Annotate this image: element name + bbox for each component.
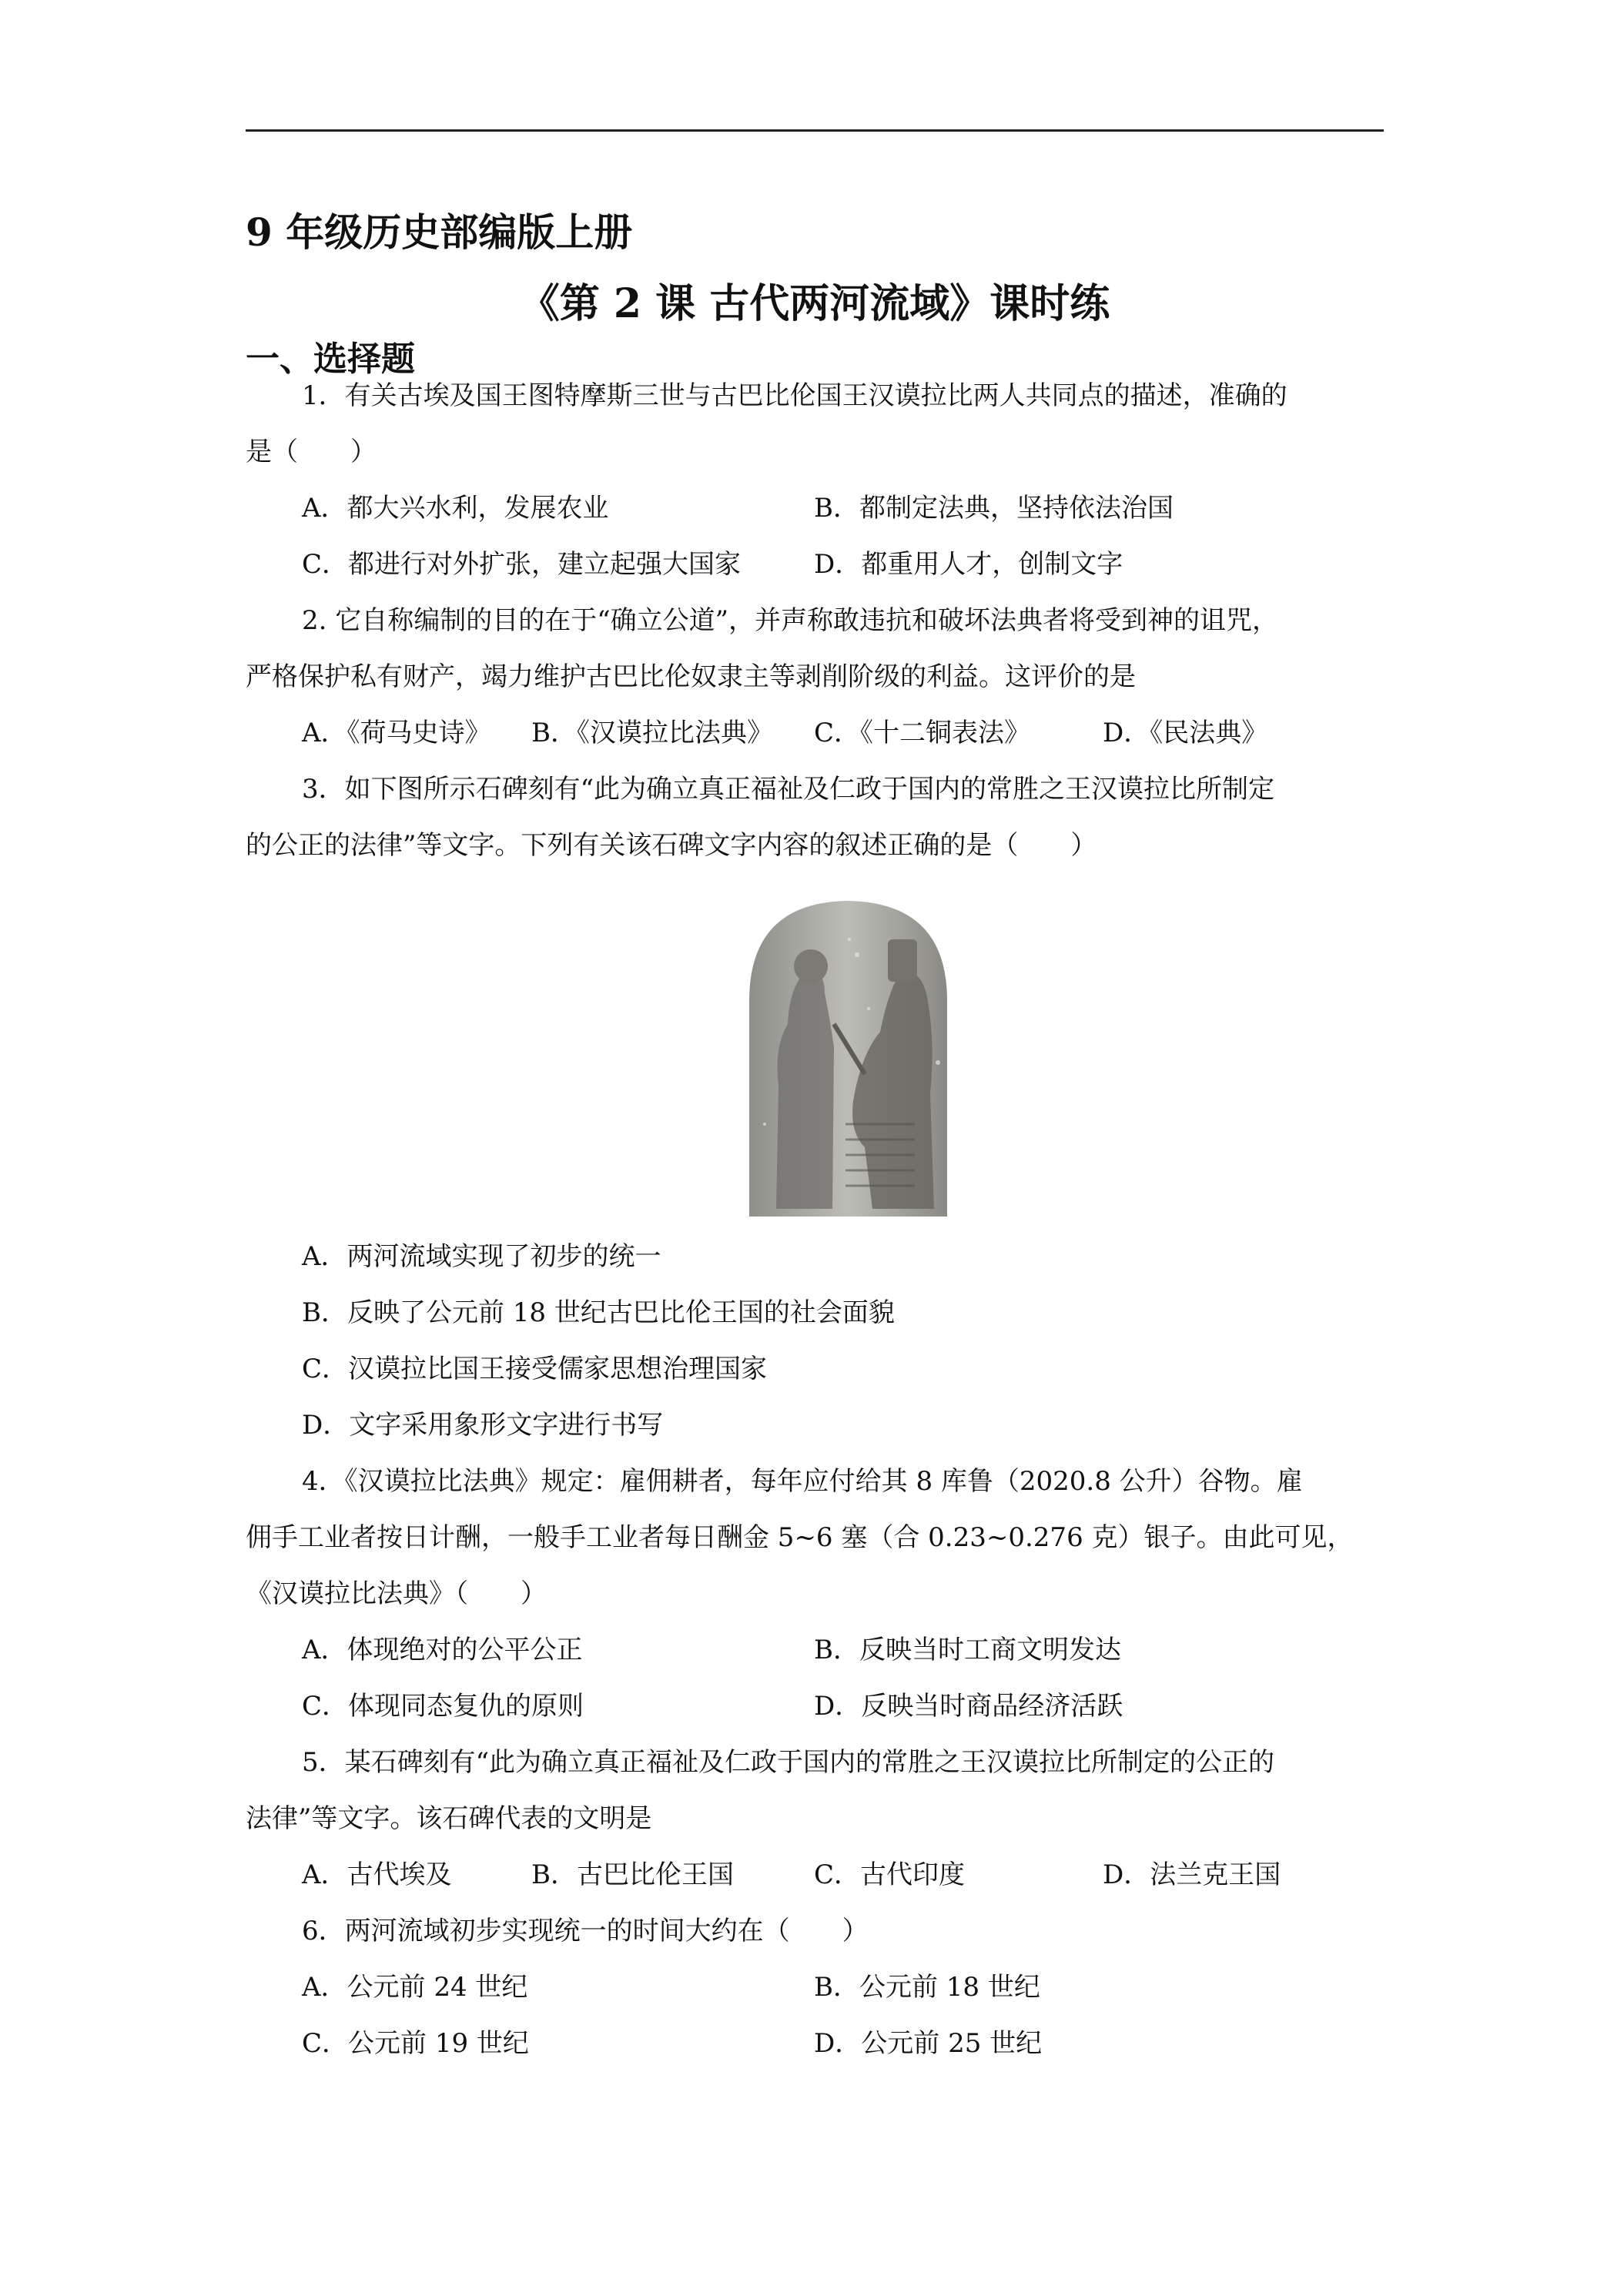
q3-option-b: B．反映了公元前 18 世纪古巴比伦王国的社会面貌 <box>302 1297 895 1328</box>
q4-option-d: D．反映当时商品经济活跃 <box>814 1691 1123 1722</box>
lesson-title: 《第 2 课 古代两河流域》课时练 <box>519 280 1110 327</box>
q5-stem-line1: 5．某石碑刻有“此为确立真正福祉及仁政于国内的常胜之王汉谟拉比所制定的公正的 <box>302 1747 1275 1778</box>
q6-option-a: A．公元前 24 世纪 <box>302 1972 528 2003</box>
q2-stem-line1: 2. 它自称编制的目的在于“确立公道”，并声称敢违抗和破坏法典者将受到神的诅咒， <box>302 605 1279 636</box>
hammurabi-stele-image <box>734 893 963 1217</box>
q5-option-c: C．古代印度 <box>814 1859 966 1890</box>
q1-option-c: C．都进行对外扩张，建立起强大国家 <box>302 549 742 580</box>
header-rule <box>246 129 1384 132</box>
q4-option-a: A．体现绝对的公平公正 <box>302 1635 583 1665</box>
q4-option-b: B．反映当时工商文明发达 <box>814 1635 1121 1665</box>
q4-option-c: C．体现同态复仇的原则 <box>302 1691 584 1722</box>
q2-option-d: D．《民法典》 <box>1103 718 1268 748</box>
q3-option-c: C．汉谟拉比国王接受儒家思想治理国家 <box>302 1354 768 1384</box>
q3-stem-line1: 3．如下图所示石碑刻有“此为确立真正福祉及仁政于国内的常胜之王汉谟拉比所制定 <box>302 774 1275 805</box>
q5-option-d: D．法兰克王国 <box>1103 1859 1281 1890</box>
q2-option-c: C．《十二铜表法》 <box>814 718 1031 748</box>
q4-stem-line3: 《汉谟拉比法典》（ ） <box>246 1578 547 1609</box>
q1-stem-line2: 是（ ） <box>246 437 377 467</box>
q6-stem-line1: 6．两河流域初步实现统一的时间大约在（ ） <box>302 1916 869 1946</box>
q1-option-d: D．都重用人才，创制文字 <box>814 549 1123 580</box>
q2-stem-line2: 严格保护私有财产，竭力维护古巴比伦奴隶主等剥削阶级的利益。这评价的是 <box>246 661 1136 692</box>
q1-stem-line1: 1．有关古埃及国王图特摩斯三世与古巴比伦国王汉谟拉比两人共同点的描述，准确的 <box>302 380 1287 411</box>
q5-option-b: B．古巴比伦王国 <box>531 1859 734 1890</box>
q4-stem-line2: 佣手工业者按日计酬，一般手工业者每日酬金 5~6 塞（合 0.23~0.276 克）银子。由此可见， <box>246 1522 1354 1553</box>
q6-option-c: C．公元前 19 世纪 <box>302 2028 529 2059</box>
q6-option-d: D．公元前 25 世纪 <box>814 2028 1043 2059</box>
q2-option-b: B．《汉谟拉比法典》 <box>531 718 773 748</box>
q6-option-b: B．公元前 18 世纪 <box>814 1972 1040 2003</box>
q5-option-a: A．古代埃及 <box>302 1859 452 1890</box>
q4-stem-line1: 4．《汉谟拉比法典》规定：雇佣耕者，每年应付给其 8 库鲁（2020.8 公升）谷物。雇 <box>302 1466 1303 1497</box>
q3-option-d: D．文字采用象形文字进行书写 <box>302 1410 664 1441</box>
q3-option-a: A．两河流域实现了初步的统一 <box>302 1241 661 1272</box>
q3-stem-line2: 的公正的法律”等文字。下列有关该石碑文字内容的叙述正确的是（ ） <box>246 830 1097 861</box>
q1-option-b: B．都制定法典，坚持依法治国 <box>814 493 1174 524</box>
document-title: 9 年级历史部编版上册 <box>246 209 633 255</box>
q5-stem-line2: 法律”等文字。该石碑代表的文明是 <box>246 1803 652 1834</box>
q1-option-a: A．都大兴水利，发展农业 <box>302 493 609 524</box>
section-heading: 一、选择题 <box>246 340 415 379</box>
q2-option-a: A．《荷马史诗》 <box>302 718 491 748</box>
